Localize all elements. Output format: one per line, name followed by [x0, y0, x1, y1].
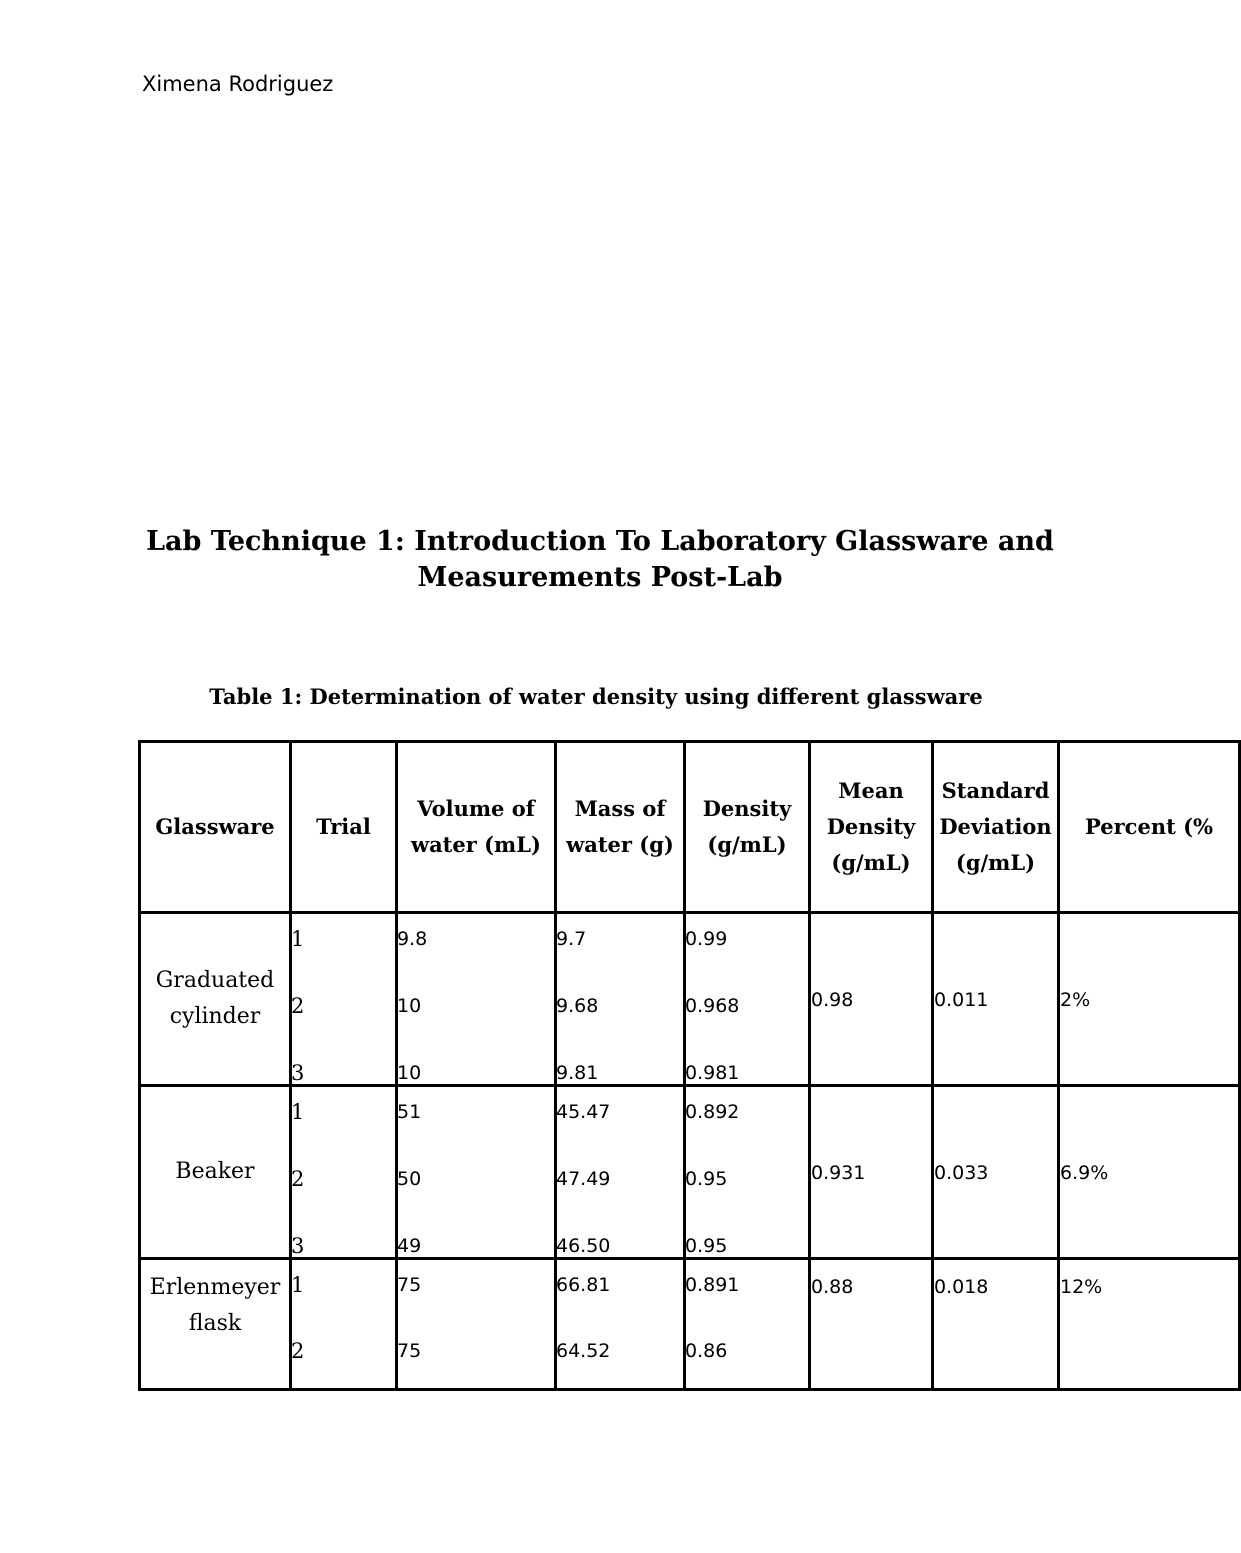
trial-value: 3 — [291, 1061, 305, 1085]
glassware-cell — [140, 913, 291, 1086]
standard-deviation-value: 0.033 — [934, 1162, 989, 1184]
percent-value: 6.9% — [1060, 1162, 1109, 1184]
header-mean-line3: (g/mL) — [831, 850, 911, 875]
glassware-cell — [140, 1086, 291, 1259]
mass-value: 46.50 — [556, 1235, 611, 1257]
mass-cell — [556, 913, 685, 1086]
header-sd-line2: Deviation — [939, 814, 1052, 839]
document-title — [0, 524, 1200, 596]
density-value: 0.86 — [685, 1340, 728, 1362]
density-table — [138, 740, 1241, 1391]
density-value: 0.892 — [685, 1101, 740, 1123]
volume-value: 9.8 — [397, 928, 428, 950]
standard-deviation-value: 0.011 — [934, 989, 989, 1011]
trial-cell — [291, 913, 397, 1086]
mass-cell — [556, 1259, 685, 1390]
volume-value: 51 — [397, 1101, 422, 1123]
percent-value: 2% — [1060, 989, 1091, 1011]
header-volume-line2: water (mL) — [411, 832, 541, 857]
volume-value: 75 — [397, 1340, 422, 1362]
glassware-name-line1: Beaker — [175, 1159, 255, 1184]
mass-value: 9.7 — [556, 928, 587, 950]
header-glassware: Glassware — [140, 742, 291, 913]
glassware-name-line2: cylinder — [169, 1004, 261, 1029]
volume-value: 49 — [397, 1235, 422, 1257]
trial-value: 2 — [291, 1167, 305, 1191]
author-name: Ximena Rodriguez — [142, 72, 334, 96]
header-trial: Trial — [291, 742, 397, 913]
percent-cell — [1059, 913, 1240, 1086]
volume-cell — [397, 1086, 556, 1259]
header-volume-line1: Volume of — [417, 796, 535, 821]
trial-value: 1 — [291, 1273, 305, 1297]
density-value: 0.99 — [685, 928, 728, 950]
mass-cell — [556, 1086, 685, 1259]
trial-value: 2 — [291, 1339, 305, 1363]
header-sd-line1: Standard — [941, 778, 1050, 803]
standard-deviation-cell — [933, 1259, 1059, 1390]
mean-density-cell — [810, 1086, 933, 1259]
trial-value: 1 — [291, 1100, 305, 1124]
mass-value: 9.68 — [556, 995, 599, 1017]
standard-deviation-cell — [933, 1086, 1059, 1259]
header-mean-line1: Mean — [838, 778, 904, 803]
glassware-name-line2: flask — [188, 1311, 242, 1336]
table-caption: Table 1: Determination of water density using different glassware — [209, 684, 983, 709]
standard-deviation-cell — [933, 913, 1059, 1086]
density-value: 0.891 — [685, 1274, 740, 1296]
header-density — [685, 742, 810, 913]
trial-value: 1 — [291, 927, 305, 951]
mean-density-cell — [810, 913, 933, 1086]
header-density-line2: (g/mL) — [707, 832, 787, 857]
trial-value: 3 — [291, 1234, 305, 1258]
density-value: 0.95 — [685, 1235, 728, 1257]
mean-density-value: 0.88 — [811, 1276, 854, 1298]
header-row — [140, 742, 1240, 913]
volume-cell — [397, 1259, 556, 1390]
percent-value: 12% — [1060, 1276, 1103, 1298]
density-table-wrapper — [138, 740, 1213, 1382]
header-mean-line2: Density — [826, 814, 916, 839]
header-percent: Percent (% — [1059, 742, 1240, 913]
density-value: 0.981 — [685, 1062, 740, 1084]
header-density-line1: Density — [702, 796, 792, 821]
mass-value: 47.49 — [556, 1168, 611, 1190]
header-volume — [397, 742, 556, 913]
density-value: 0.968 — [685, 995, 740, 1017]
percent-cell — [1059, 1086, 1240, 1259]
volume-value: 10 — [397, 1062, 422, 1084]
volume-cell — [397, 913, 556, 1086]
header-mean-density — [810, 742, 933, 913]
table-row-graduated-cylinder — [140, 913, 1240, 1086]
glassware-cell — [140, 1259, 291, 1390]
volume-value: 50 — [397, 1168, 422, 1190]
glassware-name-line1: Graduated — [155, 968, 275, 993]
mass-value: 64.52 — [556, 1340, 611, 1362]
header-sd-line3: (g/mL) — [955, 850, 1036, 875]
mean-density-cell — [810, 1259, 933, 1390]
mass-value: 45.47 — [556, 1101, 611, 1123]
trial-value: 2 — [291, 994, 305, 1018]
header-standard-deviation — [933, 742, 1059, 913]
header-mass-line2: water (g) — [566, 832, 674, 857]
table-row-beaker — [140, 1086, 1240, 1259]
density-cell — [685, 1086, 810, 1259]
glassware-name-line1: Erlenmeyer — [149, 1275, 281, 1300]
standard-deviation-value: 0.018 — [934, 1276, 989, 1298]
mean-density-value: 0.98 — [811, 989, 854, 1011]
mass-value: 66.81 — [556, 1274, 611, 1296]
percent-cell — [1059, 1259, 1240, 1390]
volume-value: 10 — [397, 995, 422, 1017]
trial-cell — [291, 1259, 397, 1390]
header-mass-line1: Mass of — [574, 796, 666, 821]
title-line-2: Measurements Post-Lab — [417, 562, 783, 593]
volume-value: 75 — [397, 1274, 422, 1296]
header-mass — [556, 742, 685, 913]
mean-density-value: 0.931 — [811, 1162, 866, 1184]
table-row-erlenmeyer-flask — [140, 1259, 1240, 1390]
title-line-1: Lab Technique 1: Introduction To Laboratory Glassware and — [146, 526, 1054, 557]
trial-cell — [291, 1086, 397, 1259]
mass-value: 9.81 — [556, 1062, 599, 1084]
density-value: 0.95 — [685, 1168, 728, 1190]
density-cell — [685, 1259, 810, 1390]
density-cell — [685, 913, 810, 1086]
